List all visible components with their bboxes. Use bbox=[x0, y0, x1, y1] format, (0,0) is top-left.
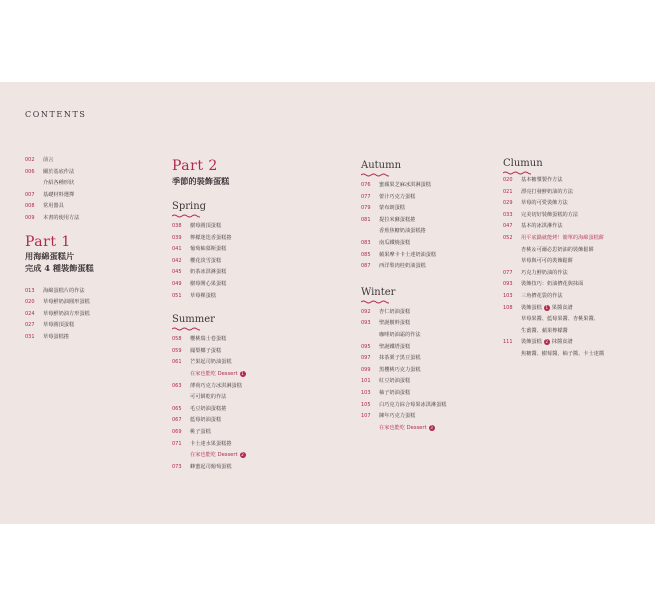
toc-entry bbox=[172, 244, 342, 256]
page-number: 077 bbox=[361, 193, 371, 200]
toc-entry bbox=[172, 415, 342, 427]
page-number: 093 bbox=[503, 281, 513, 288]
column-list bbox=[503, 175, 648, 361]
toc-entry bbox=[25, 320, 155, 332]
toc-entry bbox=[503, 233, 648, 245]
toc-entry bbox=[25, 332, 155, 344]
entry-title: 葡萄柚慕斯蛋糕 bbox=[190, 246, 227, 253]
toc-entry bbox=[361, 226, 496, 238]
entry-title: 草莓的可愛裝飾方法 bbox=[521, 200, 568, 207]
toc-entry bbox=[361, 353, 496, 365]
wave-divider-icon bbox=[361, 300, 389, 304]
toc-entry bbox=[172, 357, 342, 369]
toc-entry bbox=[25, 190, 155, 202]
entry-title: 櫻桃瑞士卷蛋糕 bbox=[190, 336, 227, 343]
page-number: 013 bbox=[25, 287, 35, 294]
page-number: 085 bbox=[361, 251, 371, 258]
page-number: 033 bbox=[503, 211, 513, 218]
part2-title: 季節的裝飾蛋糕 bbox=[172, 176, 230, 186]
page-number: 071 bbox=[172, 440, 182, 447]
entry-title: 草莓圓頂蛋糕 bbox=[43, 322, 75, 329]
page-number: 081 bbox=[361, 216, 371, 223]
toc-entry bbox=[25, 155, 155, 167]
toc-entry bbox=[361, 330, 496, 342]
entry-title: 黑櫻桃巧克力蛋糕 bbox=[379, 366, 421, 373]
entry-title: 咖啡奶油霜的作法 bbox=[379, 331, 421, 338]
toc-entry bbox=[172, 267, 342, 279]
entry-title: 薄荷巧克力冰淇淋蛋糕 bbox=[190, 382, 242, 389]
toc-entry bbox=[172, 439, 342, 451]
summer-list bbox=[172, 334, 342, 473]
toc-entry bbox=[25, 297, 155, 309]
page-number: 067 bbox=[172, 417, 182, 424]
entry-title: 草莓與可可的裝飾鬆餅 bbox=[521, 258, 573, 265]
winter-list bbox=[361, 307, 496, 435]
entry-title: 用平底鍋就能烤！簡單的海綿蛋糕餅 bbox=[521, 234, 605, 241]
entry-title: 桃子蛋糕 bbox=[190, 428, 211, 435]
entry-title: 樹莓開心果蛋糕 bbox=[190, 280, 227, 287]
entry-title: 草莓蛋糕捲 bbox=[43, 333, 69, 340]
entry-title: 鳳梨椰子蛋糕 bbox=[190, 347, 222, 354]
number-badge: 1 bbox=[241, 370, 244, 376]
toc-entry bbox=[361, 203, 496, 215]
page-number: 052 bbox=[503, 234, 513, 241]
page-number: 099 bbox=[361, 366, 371, 373]
page-number: 009 bbox=[25, 214, 35, 221]
toc-entry bbox=[172, 404, 342, 416]
toc-entry bbox=[503, 256, 648, 268]
toc-entry bbox=[361, 388, 496, 400]
entry-title: 完美切好裝飾蛋糕的方法 bbox=[521, 211, 579, 218]
entry-title: 柚子奶油蛋糕 bbox=[379, 389, 411, 396]
part1-title-line1: 用海綿蛋糕片 bbox=[25, 250, 75, 261]
toc-entry bbox=[361, 423, 496, 435]
toc-entry bbox=[503, 221, 648, 233]
toc-entry bbox=[361, 400, 496, 412]
toc-entry bbox=[503, 245, 648, 257]
toc-entry bbox=[361, 318, 496, 330]
page-number: 059 bbox=[172, 347, 182, 354]
toc-entry bbox=[361, 261, 496, 273]
page-number: 101 bbox=[361, 378, 371, 385]
entry-title: 本書的使用方法 bbox=[43, 214, 80, 221]
toc-entry bbox=[172, 221, 342, 233]
entry-title: 在家也能吃 Dessert bbox=[190, 370, 238, 377]
toc-entry bbox=[172, 427, 342, 439]
toc-entry bbox=[172, 256, 342, 268]
toc-entry bbox=[503, 326, 648, 338]
page-number: 069 bbox=[172, 428, 182, 435]
wave-divider-icon bbox=[361, 173, 389, 177]
part2-label: Part 2 bbox=[172, 158, 218, 174]
toc-entry bbox=[172, 346, 342, 358]
contents-page bbox=[0, 82, 655, 524]
entry-title: 提拉米蘇蛋糕捲 bbox=[379, 216, 416, 223]
entry-title: 杏桃＆可爾必思奶油的裝飾鬆餅 bbox=[521, 246, 594, 253]
page-number: 047 bbox=[503, 223, 513, 230]
entry-title: 漂亮打發鮮奶油的方法 bbox=[521, 188, 573, 195]
page-number: 087 bbox=[361, 263, 371, 270]
season-summer-heading: Summer bbox=[172, 314, 215, 326]
page-number: 049 bbox=[172, 280, 182, 287]
toc-entry bbox=[25, 286, 155, 298]
entry-title: 白巧克力綜合莓果冰淇淋蛋糕 bbox=[379, 401, 447, 408]
page-number: 058 bbox=[172, 336, 182, 343]
toc-entry bbox=[172, 334, 342, 346]
column-autumn-winter bbox=[361, 160, 496, 434]
entry-title: 奶茶冰淇淋蛋糕 bbox=[190, 269, 227, 276]
contents-title: CONTENTS bbox=[25, 110, 87, 119]
toc-entry bbox=[361, 342, 496, 354]
part1-label: Part 1 bbox=[25, 233, 71, 250]
page-number: 029 bbox=[503, 200, 513, 207]
page-number: 111 bbox=[503, 339, 513, 346]
entry-title: 裝飾技巧：奶油擠花與抹面 bbox=[521, 281, 584, 288]
entry-title: 前言 bbox=[43, 157, 54, 163]
entry-title: 海綿蛋糕片的作法 bbox=[43, 287, 85, 294]
page-number: 042 bbox=[172, 257, 182, 264]
toc-entry bbox=[172, 392, 342, 404]
page-number: 077 bbox=[503, 269, 513, 276]
part1-title-line2: 完成 4 種裝飾蛋糕 bbox=[25, 262, 94, 273]
page-number: 103 bbox=[361, 389, 371, 396]
autumn-list bbox=[361, 180, 496, 273]
entry-title: 藍莓奶油蛋糕 bbox=[190, 417, 222, 424]
entry-title: 裝飾蛋糕 bbox=[521, 304, 542, 311]
entry-title: 南瓜鐵燒蛋糕 bbox=[379, 239, 411, 246]
toc-entry bbox=[25, 201, 155, 213]
page-number: 103 bbox=[503, 292, 513, 299]
entry-title: 草莓鮮奶油方形蛋糕 bbox=[43, 310, 90, 317]
toc-entry bbox=[361, 215, 496, 227]
toc-entry bbox=[503, 314, 648, 326]
entry-title: 蒙布朗蛋糕 bbox=[379, 205, 405, 212]
entry-title: 在家也能吃 Dessert bbox=[379, 424, 427, 431]
column-column bbox=[503, 158, 648, 361]
entry-title: 樹莓圓頂蛋糕 bbox=[190, 223, 222, 229]
page-number: 107 bbox=[361, 413, 371, 420]
toc-entry bbox=[503, 175, 648, 187]
number-badge: 3 bbox=[430, 424, 433, 430]
page-number: 076 bbox=[361, 182, 371, 188]
entry-title: 基本糖漿製作方法 bbox=[521, 177, 563, 183]
page-number: 007 bbox=[25, 191, 35, 198]
number-badge: 1 bbox=[545, 304, 549, 310]
page-number: 021 bbox=[503, 188, 513, 195]
toc-entry bbox=[361, 365, 496, 377]
entry-title: 介紹各種形狀 bbox=[43, 180, 75, 187]
page-number: 097 bbox=[361, 355, 371, 362]
entry-title: 三角擠花袋的作法 bbox=[521, 292, 563, 299]
toc-entry bbox=[361, 376, 496, 388]
toc-entry bbox=[503, 268, 648, 280]
toc-entry bbox=[172, 233, 342, 245]
page-number: 079 bbox=[361, 205, 371, 212]
entry-title: 焦糖醬、樹莓醬、柚子醬、卡士達醬 bbox=[521, 350, 605, 357]
page-number: 051 bbox=[172, 292, 182, 299]
page-number: 073 bbox=[172, 463, 182, 470]
entry-title: 基礎材料選擇 bbox=[43, 191, 75, 198]
wave-divider-icon bbox=[172, 327, 200, 331]
entry-title: 抹茶栗子黑豆蛋糕 bbox=[379, 355, 421, 362]
spring-list bbox=[172, 221, 342, 302]
entry-title: 基本的冰淇淋作法 bbox=[521, 223, 563, 230]
page-number: 027 bbox=[25, 322, 35, 329]
entry-title: 關於基底作法 bbox=[43, 168, 75, 175]
toc-entry bbox=[25, 178, 155, 190]
entry-title: 巧克力鮮奶油的作法 bbox=[521, 269, 568, 276]
toc-entry bbox=[172, 291, 342, 303]
entry-title: 在家也能吃 Dessert bbox=[190, 452, 238, 459]
entry-title: 西洋梨肉桂奶油蛋糕 bbox=[379, 263, 426, 270]
entry-suffix: 果醬食譜 bbox=[551, 304, 573, 311]
page-number: 045 bbox=[172, 269, 182, 276]
entry-title: 蕾汁巧克力蛋糕 bbox=[379, 193, 416, 200]
toc-entry bbox=[172, 381, 342, 393]
page-number: 020 bbox=[25, 299, 35, 306]
entry-title: 卡士達水果蛋糕捲 bbox=[190, 440, 232, 447]
toc-entry bbox=[172, 279, 342, 291]
entry-title: 草莓裸蛋糕 bbox=[190, 292, 216, 299]
toc-entry bbox=[172, 369, 342, 381]
page-number: 039 bbox=[172, 234, 182, 241]
number-badge: 2 bbox=[545, 339, 549, 345]
toc-entry bbox=[361, 180, 496, 192]
entry-title: 杏仁奶油蛋糕 bbox=[379, 308, 411, 315]
entry-title: 常用器具 bbox=[43, 203, 64, 210]
toc-entry bbox=[361, 250, 496, 262]
page-number: 024 bbox=[25, 310, 35, 317]
entry-title: 可可餅乾的作法 bbox=[190, 394, 227, 401]
toc-entry bbox=[25, 213, 155, 225]
entry-title: 蜜蘋果芝麻冰淇淋蛋糕 bbox=[379, 182, 431, 188]
page-number: 092 bbox=[361, 308, 371, 315]
part1-list bbox=[25, 286, 155, 344]
entry-title: 裝飾蛋糕 bbox=[521, 339, 542, 346]
toc-entry bbox=[503, 187, 648, 199]
page-number: 038 bbox=[172, 223, 182, 229]
entry-title: 香蕉焦糖奶油蛋糕捲 bbox=[379, 228, 426, 235]
toc-entry bbox=[503, 349, 648, 361]
toc-entry bbox=[503, 303, 648, 315]
intro-list bbox=[25, 155, 155, 225]
season-winter-heading: Winter bbox=[361, 286, 396, 298]
page-number: 095 bbox=[361, 343, 371, 350]
column-part2 bbox=[172, 158, 342, 473]
page-number: 031 bbox=[25, 333, 35, 340]
toc-entry bbox=[361, 411, 496, 423]
toc-entry bbox=[172, 450, 342, 462]
entry-title: 毛豆奶油蛋糕捲 bbox=[190, 405, 227, 412]
entry-title: 櫻花淡雪蛋糕 bbox=[190, 257, 222, 264]
column-heading: Clumun bbox=[503, 158, 543, 169]
entry-title: 草莓果醬、藍莓果醬、杏桃果醬、 bbox=[521, 316, 599, 323]
page-number: 108 bbox=[503, 304, 513, 311]
entry-title: 蜂蜜起司葡萄蛋糕 bbox=[190, 463, 232, 470]
toc-entry bbox=[25, 167, 155, 179]
entry-title: 芒果起司奶油蛋糕 bbox=[190, 359, 232, 366]
toc-entry bbox=[25, 309, 155, 321]
page-number: 105 bbox=[361, 401, 371, 408]
page-number: 061 bbox=[172, 359, 182, 366]
entry-title: 蘋果摩卡卡士達奶油蛋糕 bbox=[379, 251, 437, 258]
season-spring-heading: Spring bbox=[172, 201, 207, 212]
page-number: 041 bbox=[172, 246, 182, 253]
page-number: 063 bbox=[172, 382, 182, 389]
entry-title: 聖誕鐵塔蛋糕 bbox=[379, 343, 411, 350]
page-number: 020 bbox=[503, 177, 513, 183]
part1-block bbox=[25, 234, 155, 274]
page-number: 006 bbox=[25, 168, 35, 175]
entry-title: 生薑醬、蘋果檸檬醬 bbox=[521, 327, 568, 334]
column-intro bbox=[25, 155, 155, 344]
wave-divider-icon bbox=[172, 214, 200, 218]
number-badge: 2 bbox=[241, 452, 244, 458]
toc-entry bbox=[503, 198, 648, 210]
toc-entry bbox=[503, 279, 648, 291]
entry-title: 草莓鮮奶油圓形蛋糕 bbox=[43, 299, 90, 306]
entry-suffix: 抹醬食譜 bbox=[551, 339, 573, 346]
toc-entry bbox=[361, 307, 496, 319]
toc-entry bbox=[503, 337, 648, 349]
page-number: 002 bbox=[25, 157, 35, 163]
toc-entry bbox=[361, 192, 496, 204]
page-number: 065 bbox=[172, 405, 182, 412]
toc-entry bbox=[503, 291, 648, 303]
page-number: 083 bbox=[361, 239, 371, 246]
toc-entry bbox=[361, 238, 496, 250]
entry-title: 聖誕樹幹蛋糕 bbox=[379, 320, 411, 327]
toc-entry bbox=[172, 462, 342, 474]
season-autumn-heading: Autumn bbox=[361, 160, 402, 171]
entry-title: 檸檬迷迭香蛋糕捲 bbox=[190, 234, 232, 241]
page-number: 093 bbox=[361, 320, 371, 327]
entry-title: 陳年巧克力蛋糕 bbox=[379, 413, 416, 420]
toc-entry bbox=[503, 210, 648, 222]
entry-title: 紅豆奶油蛋糕 bbox=[379, 378, 411, 385]
page-number: 008 bbox=[25, 203, 35, 210]
